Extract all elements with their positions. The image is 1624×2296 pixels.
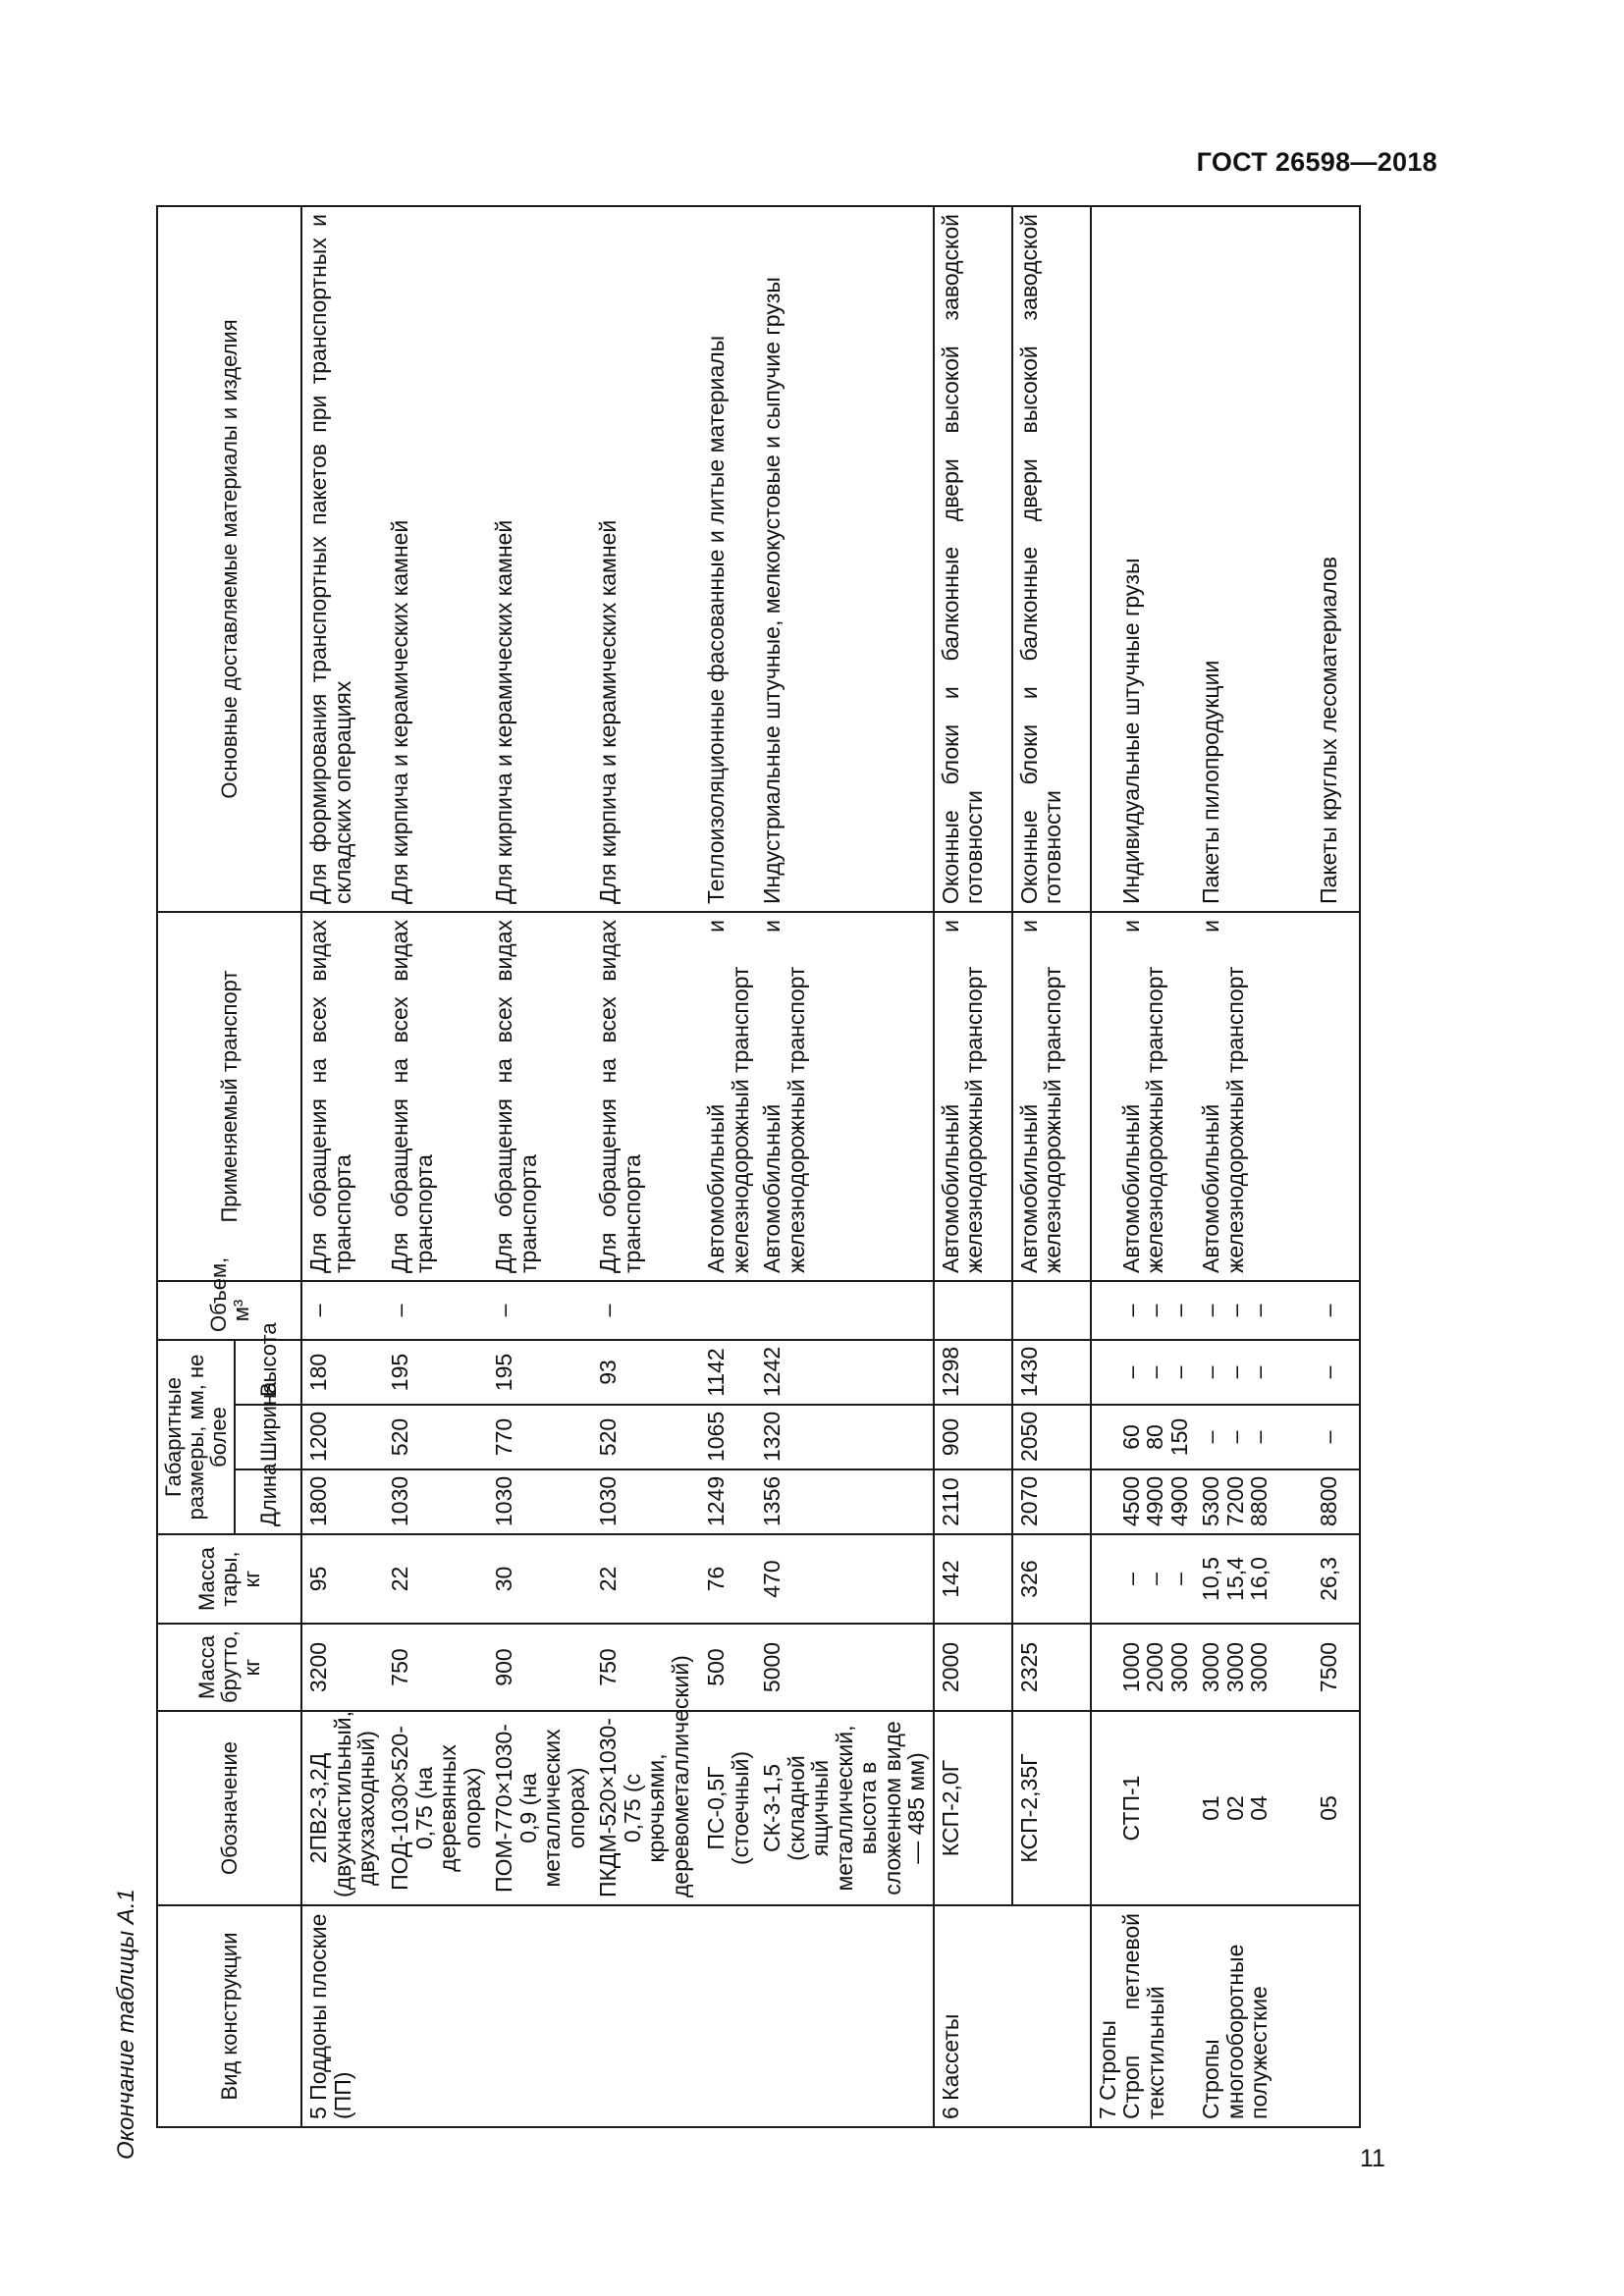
standard-code: ГОСТ 26598—2018 bbox=[1196, 147, 1437, 177]
cell-tare: 30 bbox=[488, 1534, 592, 1624]
cell-kind bbox=[756, 1905, 934, 2127]
col-designation: Обозначение bbox=[157, 1711, 301, 1905]
cell-height: 1142 bbox=[700, 1340, 756, 1405]
cell-kind: 6 Кассеты bbox=[934, 1905, 1091, 2127]
col-width: Ширина bbox=[235, 1405, 301, 1469]
cell-transport: Автомобильный и железнодорожный транспорт bbox=[1012, 912, 1091, 1281]
cell-tare: 326 bbox=[1012, 1534, 1091, 1624]
cell-transport: Для обращения на всех видах транспорта bbox=[301, 912, 384, 1281]
cell-tare: – – – bbox=[1091, 1534, 1196, 1624]
cell-volume: – – – bbox=[1091, 1281, 1196, 1340]
cell-designation: ПКДМ-520×1030-0,75 (с крючьями, деревометаллический) bbox=[592, 1711, 700, 1905]
cell-width: – – – bbox=[1195, 1405, 1313, 1469]
cell-height: – bbox=[1313, 1340, 1360, 1405]
cell-transport: Автомобильный и железнодорожный транспорт bbox=[1091, 912, 1196, 1281]
cell-volume: – bbox=[384, 1281, 488, 1340]
cell-height: 180 bbox=[301, 1340, 384, 1405]
cell-length: 1356 bbox=[756, 1469, 934, 1534]
col-dims-group: Габаритные размеры, мм, не более bbox=[157, 1340, 235, 1534]
cell-volume: – – – bbox=[1195, 1281, 1313, 1340]
cell-gross: 750 bbox=[384, 1624, 488, 1711]
cell-length: 5300 7200 8800 bbox=[1195, 1469, 1313, 1534]
cell-height: 1430 bbox=[1012, 1340, 1091, 1405]
group-title: 7 Стропы bbox=[1094, 2020, 1120, 2119]
cell-height: 93 bbox=[592, 1340, 700, 1405]
cell-designation: ПС-0,5Г (стоечный) bbox=[700, 1711, 756, 1905]
cell-transport: Автомобильный и железнодорожный транспорт bbox=[934, 912, 1012, 1281]
table-row bbox=[384, 206, 488, 2127]
cell-materials: Теплоизоляционные фасованные и литые материалы bbox=[700, 206, 756, 912]
cell-gross: 2325 bbox=[1012, 1624, 1091, 1711]
sub-kind: Строп петлевой текстильный bbox=[1118, 1913, 1168, 2119]
cell-gross: 3000 3000 3000 bbox=[1195, 1624, 1313, 1711]
cell-materials: Оконные блоки и балконные двери высокой заводской готовности bbox=[1012, 206, 1091, 912]
cell-designation: ПОД-1030×520-0,75 (на деревянных опорах) bbox=[384, 1711, 488, 1905]
cell-volume: – bbox=[488, 1281, 592, 1340]
cell-tare: 76 bbox=[700, 1534, 756, 1624]
cell-materials: Для кирпича и керамических камней bbox=[592, 206, 700, 912]
page-number: 11 bbox=[1360, 2145, 1385, 2172]
cell-kind bbox=[592, 1905, 700, 2127]
cell-tare: 470 bbox=[756, 1534, 934, 1624]
cell-kind bbox=[1091, 1905, 1196, 2127]
cell-width: 1320 bbox=[756, 1405, 934, 1469]
cell-gross: 5000 bbox=[756, 1624, 934, 1711]
cell-width: 60 80 150 bbox=[1091, 1405, 1196, 1469]
cell-kind bbox=[384, 1905, 488, 2127]
cell-kind: Стропы многооборотные полужесткие bbox=[1195, 1905, 1313, 2127]
col-tare-mass: Масса тары, кг bbox=[157, 1534, 301, 1624]
cell-gross: 900 bbox=[488, 1624, 592, 1711]
data-table bbox=[156, 205, 1361, 2128]
table-row bbox=[1313, 206, 1360, 2127]
cell-volume: – bbox=[1313, 1281, 1360, 1340]
cell-tare: 142 bbox=[934, 1534, 1012, 1624]
cell-tare: 26,3 bbox=[1313, 1534, 1360, 1624]
cell-transport: Для обращения на всех видах транспорта bbox=[592, 912, 700, 1281]
cell-gross: 2000 bbox=[934, 1624, 1012, 1711]
cell-transport: Автомобильный и железнодорожный транспорт bbox=[700, 912, 756, 1281]
cell-height: 195 bbox=[384, 1340, 488, 1405]
table-row bbox=[700, 206, 756, 2127]
cell-kind bbox=[488, 1905, 592, 2127]
cell-tare: 22 bbox=[592, 1534, 700, 1624]
cell-materials: Индустриальные штучные, мелкокустовые и сыпучие грузы bbox=[756, 206, 934, 912]
col-kind: Вид конструкции bbox=[157, 1905, 301, 2127]
cell-kind bbox=[700, 1905, 756, 2127]
cell-height: – – – bbox=[1195, 1340, 1313, 1405]
cell-length: 4500 4900 4900 bbox=[1091, 1469, 1196, 1534]
cell-designation: СК-3-1,5 (складной ящичный металлический, высота в сложенном виде — 485 мм) bbox=[756, 1711, 934, 1905]
cell-gross: 1000 2000 3000 bbox=[1091, 1624, 1196, 1711]
cell-materials: Для кирпича и керамических камней bbox=[384, 206, 488, 912]
cell-designation: ПОМ-770×1030-0,9 (на металлических опорах) bbox=[488, 1711, 592, 1905]
cell-designation: 2ПВ2-3,2Д (двухнастильный, двухзаходный) bbox=[301, 1711, 384, 1905]
cell-tare: 95 bbox=[301, 1534, 384, 1624]
cell-height: – – – bbox=[1091, 1340, 1196, 1405]
rotated-table-area bbox=[113, 196, 1389, 2160]
cell-tare: 10,5 15,4 16,0 bbox=[1195, 1534, 1313, 1624]
cell-volume bbox=[1012, 1281, 1091, 1340]
cell-tare: 22 bbox=[384, 1534, 488, 1624]
table-row bbox=[301, 206, 384, 2127]
col-materials: Основные доставляемые материалы и изделия bbox=[157, 206, 301, 912]
cell-width: 520 bbox=[384, 1405, 488, 1469]
cell-length: 1800 bbox=[301, 1469, 384, 1534]
cell-width: 770 bbox=[488, 1405, 592, 1469]
cell-designation: КСП-2,35Г bbox=[1012, 1711, 1091, 1905]
cell-transport: Автомобильный и железнодорожный транспорт bbox=[756, 912, 934, 1281]
table-row bbox=[488, 206, 592, 2127]
col-gross-mass: Масса брутто, кг bbox=[157, 1624, 301, 1711]
cell-width: 520 bbox=[592, 1405, 700, 1469]
cell-designation: 05 bbox=[1313, 1711, 1360, 1905]
cell-length: 1030 bbox=[488, 1469, 592, 1534]
cell-height: 1242 bbox=[756, 1340, 934, 1405]
header-row-1 bbox=[157, 206, 235, 2127]
cell-volume bbox=[934, 1281, 1012, 1340]
cell-transport: Автомобильный и железнодорожный транспорт bbox=[1195, 912, 1313, 1281]
cell-width: 1200 bbox=[301, 1405, 384, 1469]
cell-designation: 01 02 04 bbox=[1195, 1711, 1313, 1905]
cell-volume bbox=[756, 1281, 934, 1340]
table-row bbox=[756, 206, 934, 2127]
cell-materials: Для кирпича и керамических камней bbox=[488, 206, 592, 912]
col-transport: Применяемый транспорт bbox=[157, 912, 301, 1281]
cell-length: 1030 bbox=[592, 1469, 700, 1534]
cell-length: 2070 bbox=[1012, 1469, 1091, 1534]
table-caption: Окончание таблицы А.1 bbox=[113, 1889, 139, 2160]
cell-length: 1249 bbox=[700, 1469, 756, 1534]
table-row bbox=[1091, 206, 1196, 2127]
cell-gross: 750 bbox=[592, 1624, 700, 1711]
cell-width: 2050 bbox=[1012, 1405, 1091, 1469]
cell-materials: Пакеты пилопродукции bbox=[1195, 206, 1313, 912]
cell-designation: СТП-1 bbox=[1091, 1711, 1196, 1905]
cell-gross: 500 bbox=[700, 1624, 756, 1711]
cell-volume bbox=[700, 1281, 756, 1340]
cell-kind: 5 Поддоны плоские (ПП) bbox=[301, 1905, 384, 2127]
cell-length: 8800 bbox=[1313, 1469, 1360, 1534]
cell-volume: – bbox=[301, 1281, 384, 1340]
cell-length: 1030 bbox=[384, 1469, 488, 1534]
col-height: Высота bbox=[235, 1340, 301, 1405]
cell-length: 2110 bbox=[934, 1469, 1012, 1534]
cell-transport: Для обращения на всех видах транспорта bbox=[384, 912, 488, 1281]
col-length: Длина bbox=[235, 1469, 301, 1534]
cell-kind bbox=[1313, 1905, 1360, 2127]
cell-transport bbox=[1313, 912, 1360, 1281]
table-row bbox=[1012, 206, 1091, 2127]
cell-height: 195 bbox=[488, 1340, 592, 1405]
cell-materials: Индивидуальные штучные грузы bbox=[1091, 206, 1196, 912]
cell-gross: 7500 bbox=[1313, 1624, 1360, 1711]
table-row bbox=[1195, 206, 1313, 2127]
cell-materials: Оконные блоки и балконные двери высокой заводской готовности bbox=[934, 206, 1012, 912]
cell-volume: – bbox=[592, 1281, 700, 1340]
table-row bbox=[934, 206, 1012, 2127]
cell-width: 1065 bbox=[700, 1405, 756, 1469]
cell-materials: Для формирования транспортных пакетов при транспортных и складских операциях bbox=[301, 206, 384, 912]
cell-gross: 3200 bbox=[301, 1624, 384, 1711]
cell-height: 1298 bbox=[934, 1340, 1012, 1405]
cell-transport: Для обращения на всех видах транспорта bbox=[488, 912, 592, 1281]
cell-width: – bbox=[1313, 1405, 1360, 1469]
cell-width: 900 bbox=[934, 1405, 1012, 1469]
col-volume: Объем, м³ bbox=[157, 1281, 301, 1340]
table-row bbox=[592, 206, 700, 2127]
cell-designation: КСП-2,0Г bbox=[934, 1711, 1012, 1905]
cell-materials: Пакеты круглых лесоматериалов bbox=[1313, 206, 1360, 912]
